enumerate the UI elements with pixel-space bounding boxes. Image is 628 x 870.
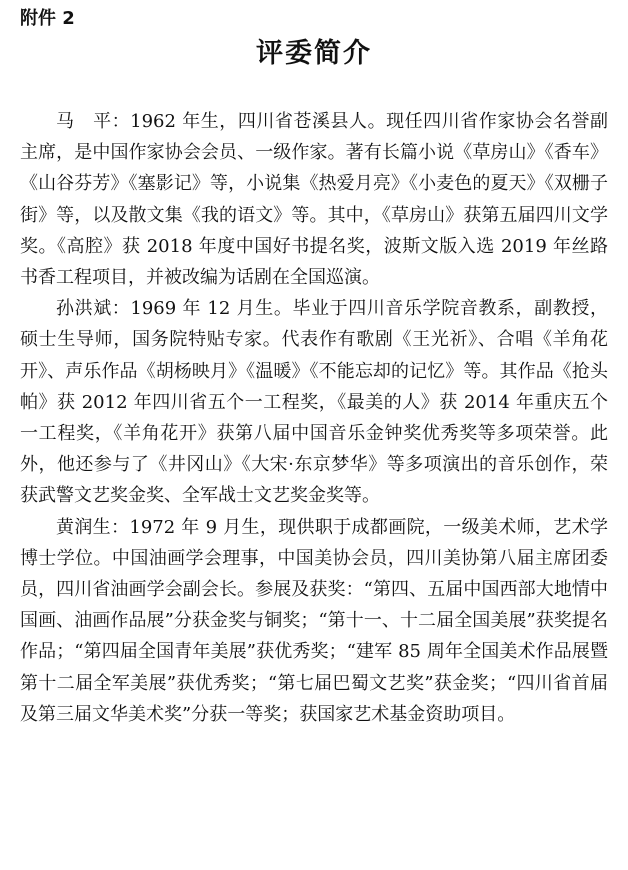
bio-paragraph-ma-ping	[20, 106, 608, 293]
bio-paragraph-sun-hongbin	[20, 293, 608, 511]
bio-list	[20, 106, 608, 730]
bio-name: 马 平：	[56, 111, 131, 132]
bio-name: 黄润生：	[56, 516, 130, 538]
bio-text: 1962 年生，四川省苍溪县人。现任四川省作家协会名誉副主席，是中国作家协会会员、一级作家。著有长篇小说《草房山》《香车》《山谷芬芳》《塞影记》等，小说集《热爱月亮》《小麦色的夏天》《双栅子街》等，以及散文集《我的语文》等。其中，《草房山》获第五届四川文学奖。《高腔》获 2018 年度中国好书提名奖，波斯文版入选 2019 年丝路书香工程项目，并被改编为话剧在全国巡演。	[20, 111, 609, 289]
page-title: 评委简介	[256, 38, 372, 69]
bio-text: 1969 年 12 月生。毕业于四川音乐学院音教系，副教授，硕士生导师，国务院特贴专家。代表作有歌剧《王光祈》、合唱《羊角花开》、声乐作品《胡杨映月》《温暖》《不能忘却的记忆》等。其作品《抢头帕》获 2012 年四川省五个一工程奖，《最美的人》获 2014 年重庆五个一工程奖，《羊角花开》获第八届中国音乐金钟奖优秀奖等多项荣誉。此外，他还参与了《井冈山》《大宋·东京梦华》等多项演出的音乐创作，荣获武警文艺奖金奖、全军战士文艺奖金奖等。	[20, 298, 608, 507]
bio-paragraph-huang-runsheng	[20, 512, 608, 730]
bio-name: 孙洪斌：	[56, 298, 131, 320]
attachment-label: 附件 2	[20, 8, 75, 29]
bio-text: 1972 年 9 月生，现供职于成都画院，一级美术师，艺术学博士学位。中国油画学会理事，中国美协会员，四川美协第八届主席团委员，四川省油画学会副会长。参展及获奖：“第四、五届中国西部大地情中国画、油画作品展”分获金奖与铜奖；“第十一、十二届全国美展”获奖提名作品；“第四届全国青年美展”获优秀奖；“建军 85 周年全国美术作品展暨第十二届全军美展”获优秀奖；“第七届巴蜀文艺奖”获金奖；“四川省首届及第三届文华美术奖”分获一等奖；获国家艺术基金资助项目。	[20, 516, 608, 725]
